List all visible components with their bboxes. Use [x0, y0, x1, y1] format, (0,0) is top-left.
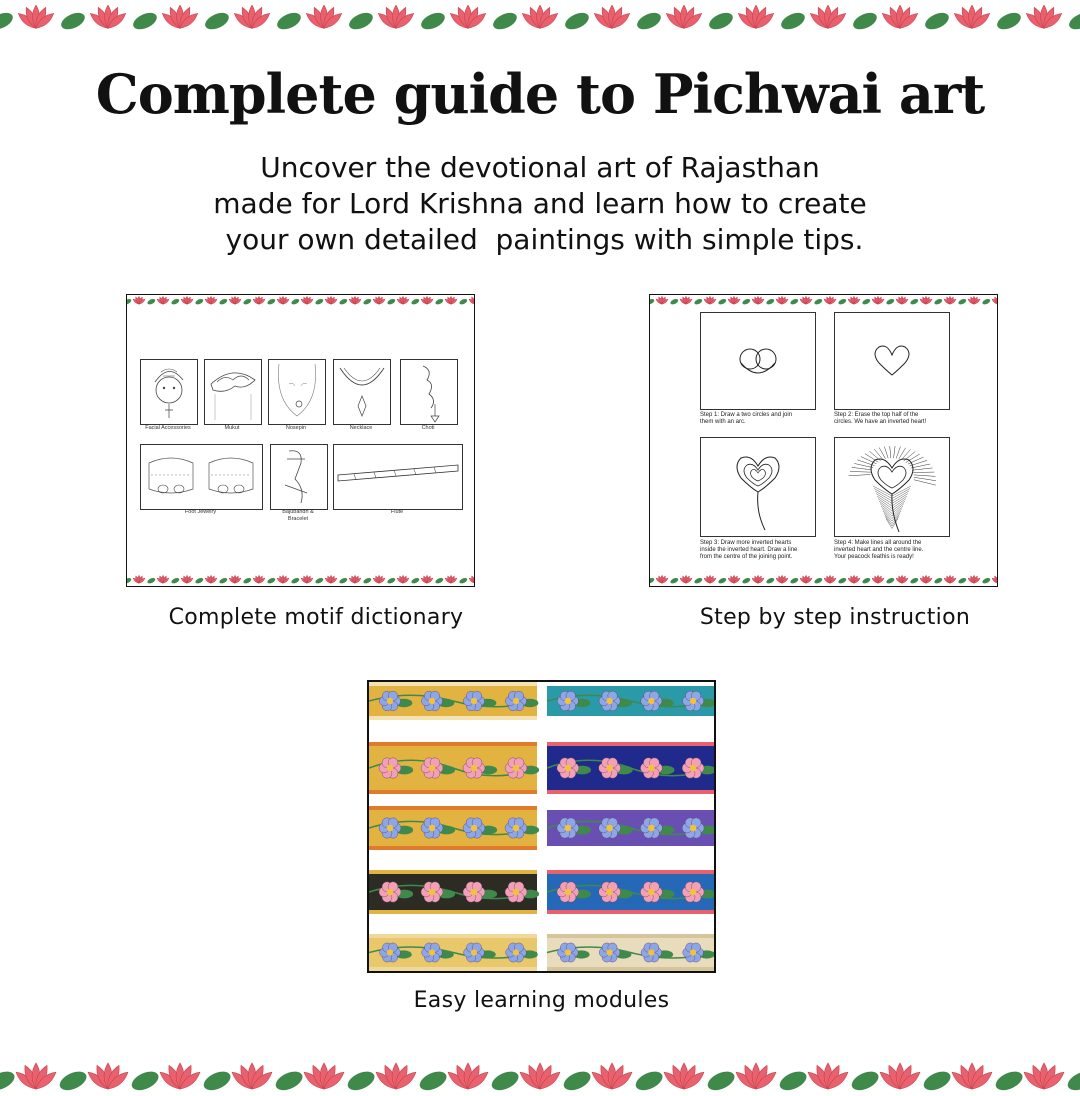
lotus-icon	[396, 296, 409, 304]
flower-icon	[683, 943, 704, 962]
flower-icon	[640, 818, 662, 838]
leaf-icon	[694, 298, 704, 306]
leaf-icon	[886, 298, 896, 306]
leaf-icon	[838, 577, 848, 585]
step-instruction-card	[649, 294, 998, 587]
leaf-icon	[563, 9, 592, 32]
lotus-icon	[655, 575, 668, 583]
flower-icon	[640, 882, 662, 902]
lotus-icon	[158, 1063, 203, 1092]
flower-icon	[599, 691, 620, 711]
step-4-text	[834, 540, 974, 561]
step-1-box	[700, 312, 816, 410]
mini-lotus-border-icon	[650, 295, 997, 307]
flower-icon	[641, 943, 662, 962]
leaf-icon	[491, 9, 520, 32]
subtitle-line-2: made for Lord Krishna and learn how to create	[213, 187, 867, 220]
lotus-icon	[376, 5, 416, 31]
lotus-icon	[871, 575, 884, 583]
motif-label-mukut: Mukut	[224, 425, 240, 431]
leaf-icon	[267, 298, 277, 306]
leaf-icon	[417, 1068, 450, 1094]
lotus-icon	[276, 296, 289, 304]
border-swatch-1-right	[547, 682, 714, 720]
lotus-icon	[446, 1063, 491, 1092]
learning-modules-caption: Easy learning modules	[413, 988, 670, 1013]
flower-icon	[640, 758, 662, 778]
flower-icon	[682, 758, 704, 778]
step-2-line: circles. We have an inverted heart!	[834, 419, 927, 425]
leaf-icon	[934, 298, 944, 306]
lotus-icon	[324, 575, 337, 583]
lotus-icon	[1022, 1063, 1067, 1092]
anklet-icon	[141, 445, 262, 509]
lotus-icon	[943, 296, 956, 304]
motif-box-bajubandh	[270, 444, 328, 510]
lotus-icon	[300, 296, 313, 304]
leaf-icon	[862, 298, 872, 306]
lotus-icon	[592, 5, 632, 31]
lotus-icon	[204, 575, 217, 583]
leaf-icon	[203, 9, 232, 32]
lotus-icon	[943, 575, 956, 583]
lotus-icon	[751, 575, 764, 583]
border-swatch-3-right	[547, 806, 714, 850]
lotus-icon	[520, 5, 560, 31]
leaf-icon	[57, 1068, 90, 1094]
flower-icon	[599, 818, 621, 838]
border-swatch-5-left	[369, 934, 538, 971]
leaf-icon	[742, 577, 752, 585]
leaf-icon	[766, 298, 776, 306]
lotus-icon	[991, 575, 997, 583]
lotus-icon	[348, 296, 361, 304]
motif-box-flute	[333, 444, 463, 510]
motif-box-mukut	[204, 359, 262, 425]
leaf-icon	[387, 298, 397, 306]
lotus-icon	[252, 575, 265, 583]
flower-icon	[682, 882, 704, 902]
krishna-face-icon	[141, 360, 197, 424]
leaf-icon	[838, 298, 848, 306]
lotus-icon	[847, 575, 860, 583]
lotus-icon	[204, 296, 217, 304]
lotus-icon	[156, 296, 169, 304]
leaf-icon	[707, 9, 736, 32]
lotus-border-icon	[0, 0, 1080, 38]
lotus-icon	[799, 296, 812, 304]
lotus-icon	[823, 575, 836, 583]
lotus-icon	[16, 5, 56, 31]
lotus-icon	[991, 296, 997, 304]
flower-icon	[599, 758, 621, 778]
flower-icon	[682, 818, 704, 838]
leaf-icon	[275, 9, 304, 32]
step-instruction-caption: Step by step instruction	[699, 605, 971, 630]
leaf-icon	[387, 577, 397, 585]
leaf-icon	[127, 298, 132, 306]
step-2-text	[834, 412, 964, 426]
flower-icon	[379, 758, 401, 778]
leaf-icon	[489, 1068, 522, 1094]
leaf-icon	[171, 577, 181, 585]
motif-label-foot-jewelry: Foot Jewelry	[184, 509, 217, 515]
motif-box-facial	[140, 359, 198, 425]
border-swatches-icon	[369, 682, 714, 971]
flower-icon	[421, 691, 442, 711]
lotus-icon	[518, 1063, 563, 1092]
lotus-icon	[895, 575, 908, 583]
flower-icon	[505, 691, 526, 711]
leaf-icon	[435, 577, 445, 585]
step-4-line: inverted heart and the centre line.	[834, 547, 924, 553]
flower-icon	[557, 882, 579, 902]
lotus-icon	[806, 1063, 851, 1092]
lotus-icon	[775, 575, 788, 583]
lotus-icon	[372, 575, 385, 583]
border-swatch-2-left	[369, 742, 539, 794]
lotus-icon	[230, 1063, 275, 1092]
lotus-icon	[228, 575, 241, 583]
lotus-icon	[228, 296, 241, 304]
leaf-icon	[147, 577, 157, 585]
leaf-icon	[345, 1068, 378, 1094]
leaf-icon	[718, 298, 728, 306]
leaf-icon	[129, 1068, 162, 1094]
leaf-icon	[934, 577, 944, 585]
leaf-icon	[814, 577, 824, 585]
motif-label-flute: Flute	[390, 509, 404, 515]
flower-icon	[641, 691, 662, 711]
flower-icon	[558, 943, 579, 962]
step-2-line: Step 2: Erase the top half of the	[834, 412, 919, 418]
lotus-icon	[180, 296, 193, 304]
leaf-icon	[339, 577, 349, 585]
leaf-icon	[411, 577, 421, 585]
step-2-box	[834, 312, 950, 410]
leaf-icon	[315, 577, 325, 585]
lotus-icon	[734, 1063, 779, 1092]
lotus-icon	[952, 5, 992, 31]
lotus-icon	[232, 5, 272, 31]
lotus-icon	[448, 5, 488, 31]
leaf-icon	[650, 577, 655, 585]
lotus-icon	[847, 296, 860, 304]
lotus-icon	[799, 575, 812, 583]
lotus-icon	[468, 575, 474, 583]
crown-icon	[205, 360, 261, 424]
lotus-icon	[919, 296, 932, 304]
leaf-icon	[862, 577, 872, 585]
lotus-icon	[372, 296, 385, 304]
lotus-icon	[880, 5, 920, 31]
leaf-icon	[267, 577, 277, 585]
nested-hearts-icon	[701, 438, 815, 536]
leaf-icon	[219, 298, 229, 306]
lotus-icon	[679, 296, 692, 304]
flower-icon	[557, 818, 579, 838]
lotus-icon	[679, 575, 692, 583]
leaf-icon	[131, 9, 160, 32]
flower-icon	[421, 758, 443, 778]
lotus-icon	[808, 5, 848, 31]
leaf-icon	[995, 9, 1024, 32]
leaf-icon	[291, 298, 301, 306]
leaf-icon	[790, 298, 800, 306]
flower-icon	[379, 818, 401, 838]
lotus-icon	[1024, 5, 1064, 31]
leaf-icon	[195, 298, 205, 306]
flower-icon	[599, 943, 620, 962]
lotus-icon	[88, 5, 128, 31]
motif-label-choti: Choti	[421, 425, 435, 431]
step-4-line: Step 4: Make lines all around the	[834, 540, 922, 546]
step-4-box	[834, 437, 950, 537]
flower-icon	[599, 882, 621, 902]
lotus-icon	[895, 296, 908, 304]
lotus-icon	[727, 575, 740, 583]
leaf-icon	[694, 577, 704, 585]
leaf-icon	[650, 298, 655, 306]
lotus-icon	[300, 575, 313, 583]
lotus-icon	[252, 296, 265, 304]
lotus-icon	[727, 296, 740, 304]
motif-label-facial: Facial Accessories	[145, 425, 191, 431]
lotus-icon	[444, 575, 457, 583]
armlet-icon	[271, 445, 327, 509]
leaf-icon	[273, 1068, 306, 1094]
border-swatch-4-right	[547, 870, 714, 914]
necklace-icon	[334, 360, 390, 424]
leaf-icon	[363, 298, 373, 306]
lotus-icon	[736, 5, 776, 31]
leaf-icon	[851, 9, 880, 32]
lotus-icon	[132, 296, 145, 304]
leaf-icon	[411, 298, 421, 306]
lotus-icon	[871, 296, 884, 304]
lotus-border-icon	[0, 1050, 1080, 1096]
border-swatch-1-left	[369, 682, 538, 720]
lotus-icon	[132, 575, 145, 583]
lotus-icon	[878, 1063, 923, 1092]
step-3-text	[700, 540, 840, 561]
subtitle-line-3: your own detailed paintings with simple tips.	[216, 223, 864, 256]
bottom-lotus-border	[0, 1050, 1080, 1096]
mini-lotus-border-icon	[650, 574, 997, 586]
lotus-icon	[160, 5, 200, 31]
lotus-icon	[302, 1063, 347, 1092]
motif-box-foot-jewelry	[140, 444, 263, 510]
leaf-icon	[705, 1068, 738, 1094]
page-subtitle	[0, 150, 1080, 258]
lotus-icon	[324, 296, 337, 304]
leaf-icon	[849, 1068, 882, 1094]
leaf-icon	[201, 1068, 234, 1094]
leaf-icon	[993, 1068, 1026, 1094]
motif-label-bracelet: Bracelet	[287, 516, 309, 522]
leaf-icon	[339, 298, 349, 306]
lotus-icon	[664, 5, 704, 31]
leaf-icon	[790, 577, 800, 585]
lotus-icon	[304, 5, 344, 31]
mini-lotus-border-icon	[127, 574, 474, 586]
lotus-icon	[775, 296, 788, 304]
lotus-icon	[751, 296, 764, 304]
leaf-icon	[814, 298, 824, 306]
flower-icon	[505, 882, 527, 902]
leaf-icon	[886, 577, 896, 585]
lotus-icon	[967, 575, 980, 583]
leaf-icon	[243, 577, 253, 585]
nosepin-icon	[269, 360, 325, 424]
leaf-icon	[670, 577, 680, 585]
step-3-line: from the centre of the joining point.	[700, 554, 793, 560]
flower-icon	[505, 758, 527, 778]
leaf-icon	[243, 298, 253, 306]
leaf-icon	[670, 298, 680, 306]
lotus-icon	[823, 296, 836, 304]
peacock-feather-icon	[835, 438, 949, 536]
flower-icon	[421, 818, 443, 838]
leaf-icon	[315, 298, 325, 306]
motif-box-necklace	[333, 359, 391, 425]
border-swatch-3-left	[369, 806, 539, 850]
motif-dictionary-caption: Complete motif dictionary	[168, 605, 464, 630]
leaf-icon	[910, 298, 920, 306]
motif-label-bajubandh: Bajubandh &	[282, 509, 314, 515]
lotus-icon	[348, 575, 361, 583]
leaf-icon	[219, 577, 229, 585]
flower-icon	[422, 943, 443, 962]
flower-icon	[557, 691, 578, 711]
flower-icon	[463, 882, 485, 902]
step-1-line: them with an arc.	[700, 419, 746, 425]
step-3-line: inside the inverted heart. Draw a line	[700, 547, 798, 553]
motif-label-nosepin: Nosepin	[285, 425, 307, 431]
lotus-icon	[156, 575, 169, 583]
flower-icon	[380, 943, 401, 962]
leaf-icon	[921, 1068, 954, 1094]
flute-icon	[334, 445, 462, 509]
top-lotus-border	[0, 0, 1080, 38]
lotus-icon	[86, 1063, 131, 1092]
lotus-icon	[374, 1063, 419, 1092]
lotus-icon	[919, 575, 932, 583]
border-swatch-4-left	[369, 870, 539, 914]
leaf-icon	[742, 298, 752, 306]
leaf-icon	[958, 577, 968, 585]
motif-dictionary-card	[126, 294, 475, 587]
lotus-icon	[703, 575, 716, 583]
lotus-icon	[590, 1063, 635, 1092]
leaf-icon	[923, 9, 952, 32]
leaf-icon	[59, 9, 88, 32]
lotus-icon	[14, 1063, 59, 1092]
lotus-icon	[655, 296, 668, 304]
leaf-icon	[291, 577, 301, 585]
lotus-icon	[420, 575, 433, 583]
leaf-icon	[718, 577, 728, 585]
flower-icon	[506, 943, 527, 962]
lotus-icon	[703, 296, 716, 304]
flower-icon	[421, 882, 443, 902]
flower-icon	[463, 818, 485, 838]
leaf-icon	[779, 9, 808, 32]
lotus-icon	[276, 575, 289, 583]
leaf-icon	[958, 298, 968, 306]
motif-box-choti	[400, 359, 458, 425]
motif-label-necklace: Necklace	[349, 425, 373, 431]
lotus-icon	[662, 1063, 707, 1092]
leaf-icon	[347, 9, 376, 32]
leaf-icon	[561, 1068, 594, 1094]
leaf-icon	[147, 298, 157, 306]
lotus-icon	[180, 575, 193, 583]
flower-icon	[379, 882, 401, 902]
border-swatch-2-right	[547, 742, 714, 794]
leaf-icon	[1067, 9, 1080, 32]
leaf-icon	[0, 1068, 17, 1094]
step-3-line: Step 3: Draw more inverted hearts	[700, 540, 792, 546]
leaf-icon	[459, 577, 469, 585]
step-1-text	[700, 412, 830, 426]
leaf-icon	[435, 298, 445, 306]
leaf-icon	[171, 298, 181, 306]
leaf-icon	[127, 577, 132, 585]
step-4-line: Your peacock feathis is ready!	[834, 554, 914, 560]
flower-icon	[463, 758, 485, 778]
lotus-icon	[396, 575, 409, 583]
step-1-line: Step 1: Draw a two circles and join	[700, 412, 793, 418]
subtitle-line-1: Uncover the devotional art of Rajasthan	[260, 151, 820, 184]
learning-modules-card	[367, 680, 716, 973]
flower-icon	[463, 691, 484, 711]
leaf-icon	[910, 577, 920, 585]
leaf-icon	[982, 298, 992, 306]
flower-icon	[682, 691, 703, 711]
leaf-icon	[419, 9, 448, 32]
two-circles-icon	[701, 313, 815, 409]
lotus-icon	[967, 296, 980, 304]
flower-icon	[379, 691, 400, 711]
lotus-icon	[444, 296, 457, 304]
leaf-icon	[777, 1068, 810, 1094]
choti-icon	[401, 360, 457, 424]
lotus-icon	[950, 1063, 995, 1092]
mini-lotus-border-icon	[127, 295, 474, 307]
flower-icon	[505, 818, 527, 838]
lotus-icon	[468, 296, 474, 304]
page-title: Complete guide to Pichwai art	[95, 62, 985, 126]
leaf-icon	[1065, 1068, 1080, 1094]
flower-icon	[464, 943, 485, 962]
leaf-icon	[635, 9, 664, 32]
lotus-icon	[420, 296, 433, 304]
inverted-heart-icon	[835, 313, 949, 409]
leaf-icon	[363, 577, 373, 585]
leaf-icon	[459, 298, 469, 306]
flower-icon	[557, 758, 579, 778]
step-3-box	[700, 437, 816, 537]
leaf-icon	[766, 577, 776, 585]
leaf-icon	[195, 577, 205, 585]
border-swatch-5-right	[547, 934, 714, 971]
leaf-icon	[0, 9, 15, 32]
leaf-icon	[633, 1068, 666, 1094]
leaf-icon	[982, 577, 992, 585]
motif-box-nosepin	[268, 359, 326, 425]
